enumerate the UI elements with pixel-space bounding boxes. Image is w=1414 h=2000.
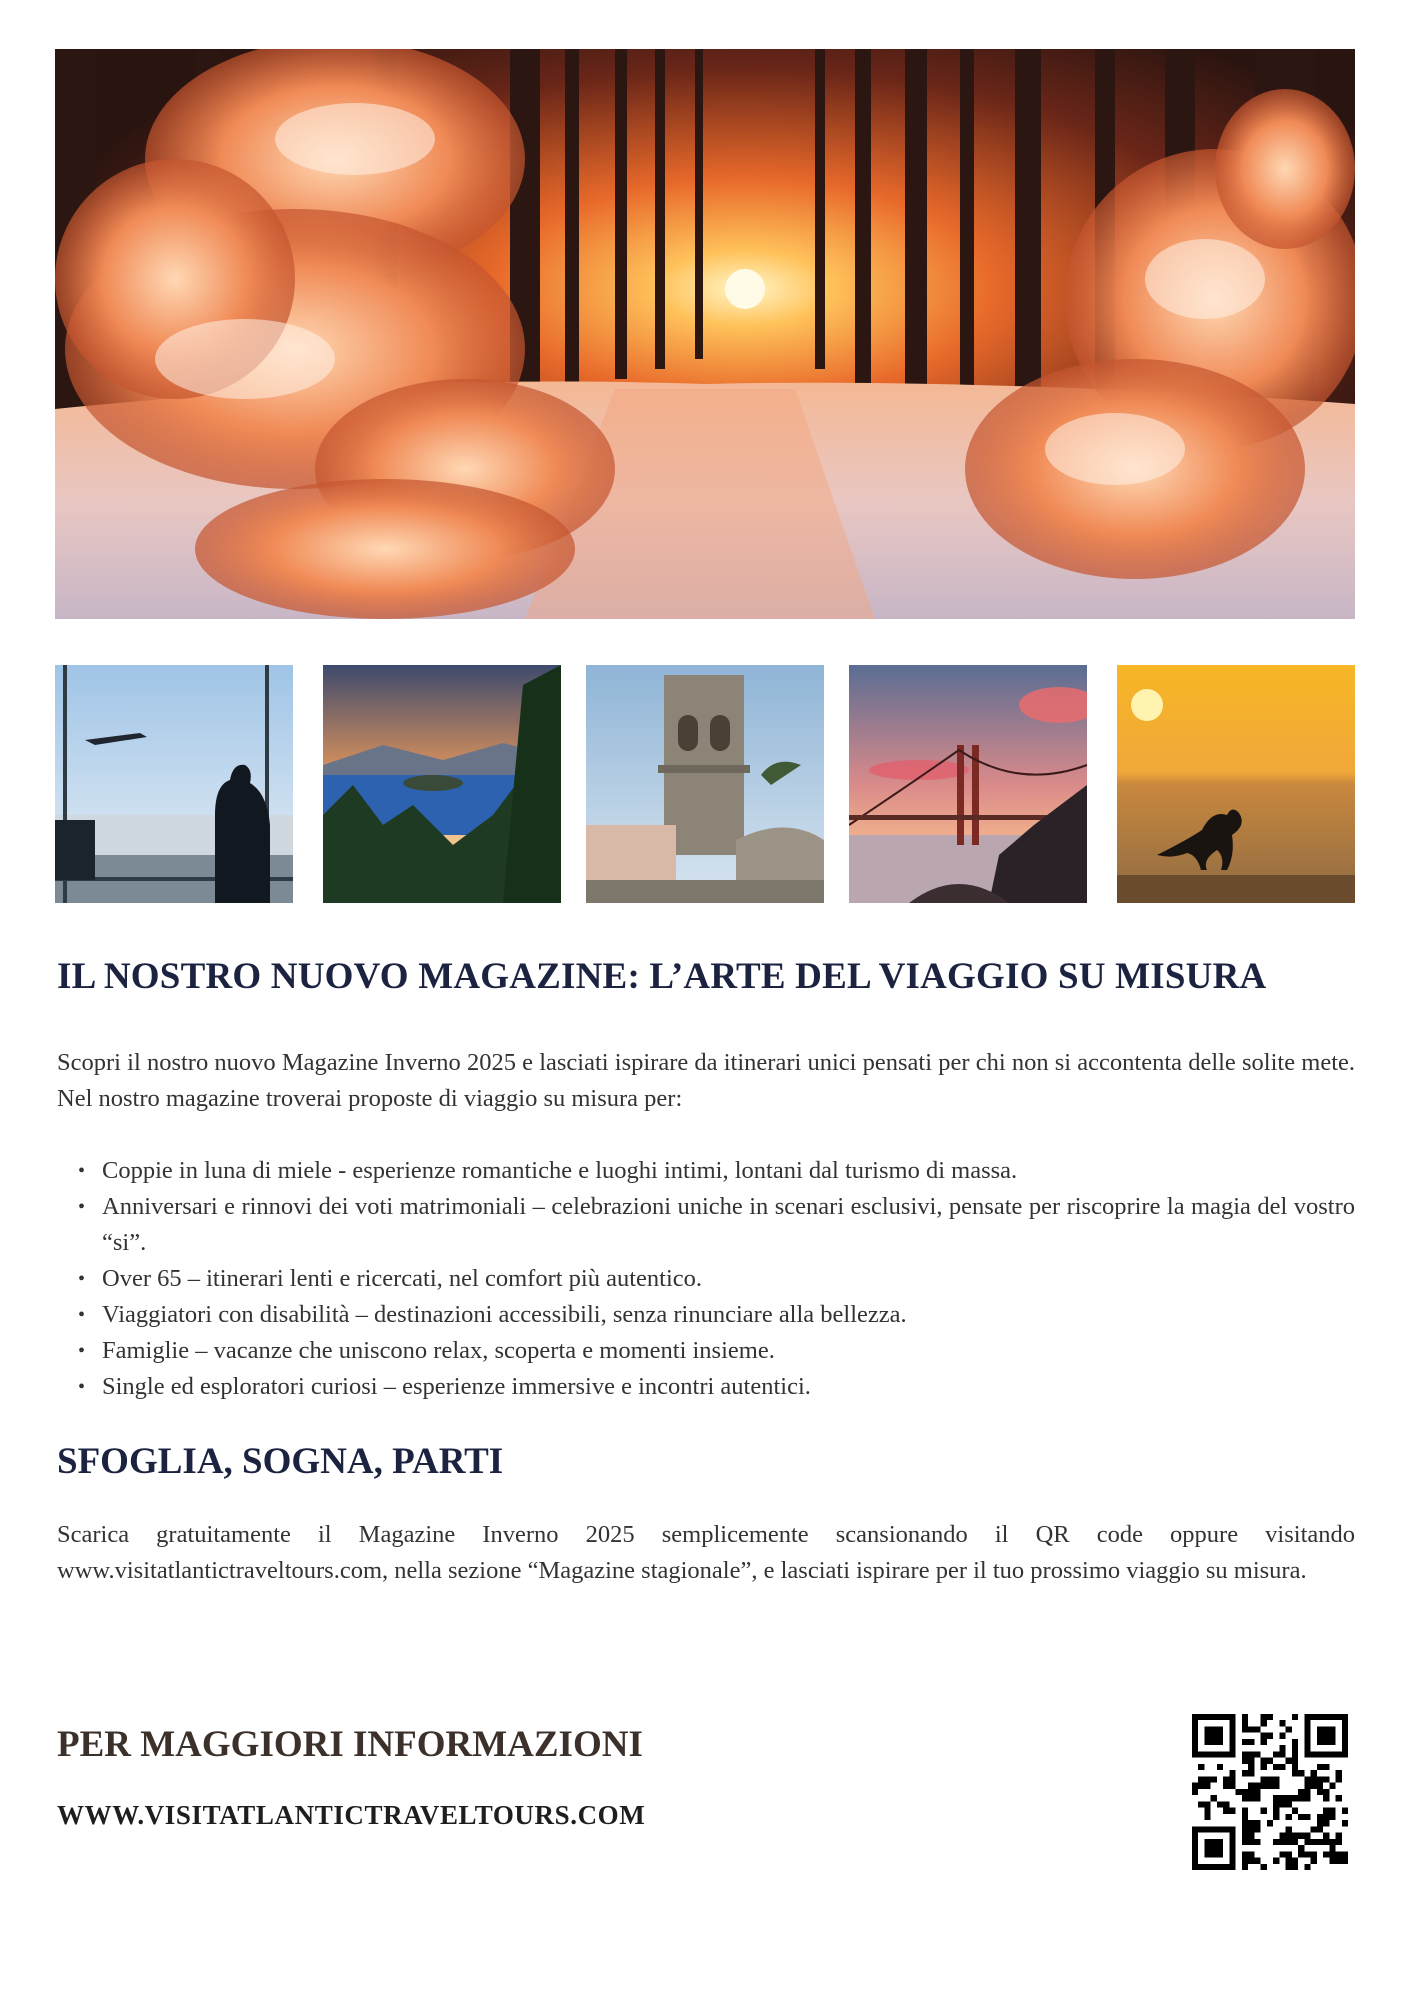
list-item: • Famiglie – vacanze che uniscono relax, scoperta e momenti insieme. [57,1333,1355,1369]
qr-code[interactable] [1192,1714,1348,1870]
thumbnail-gallery [55,665,1355,903]
airport-thumbnail [55,665,293,903]
intro-paragraph: Scopri il nostro nuovo Magazine Inverno 2025 e lasciati ispirare da itinerari unici pensati per chi non si accontenta delle solite mete. Nel nostro magazine troverai proposte di viaggio su misura per: [57,1049,1355,1112]
list-item: • Viaggiatori con disabilità – destinazioni accessibili, senza rinunciare alla bellezza. [57,1297,1355,1333]
section-subheading: SFOGLIA, SOGNA, PARTI [57,1441,504,1482]
download-paragraph: Scarica gratuitamente il Magazine Inverno 2025 semplicemente scansionando il QR code oppure visitando www.visitatlantictraveltours.com, nella sezione “Magazine stagionale”, e lasciati ispirare per il tuo prossimo viaggio su misura. [57,1521,1355,1584]
tower-thumbnail [586,665,824,903]
lake-thumbnail [323,665,561,903]
contact-heading: PER MAGGIORI INFORMAZIONI [57,1724,643,1765]
website-link[interactable]: WWW.VISITATLANTICTRAVELTOURS.COM [57,1800,646,1830]
bridge-thumbnail [849,665,1087,903]
list-item: • Single ed esploratori curiosi – esperienze immersive e incontri autentici. [57,1369,1355,1405]
list-item: • Over 65 – itinerari lenti e ricercati, nel comfort più autentico. [57,1261,1355,1297]
magazine-headline: IL NOSTRO NUOVO MAGAZINE: L’ARTE DEL VIAGGIO SU MISURA [57,956,1267,997]
kangaroo-thumbnail [1117,665,1355,903]
list-item: • Coppie in luna di miele - esperienze romantiche e luoghi intimi, lontani dal turismo di massa. [57,1153,1355,1189]
audience-list [57,1153,1355,1405]
list-item: • Anniversari e rinnovi dei voti matrimoniali – celebrazioni uniche in scenari esclusivi, pensate per riscoprire la magia del vostro “si”. [57,1189,1355,1261]
hero-image [55,49,1355,619]
